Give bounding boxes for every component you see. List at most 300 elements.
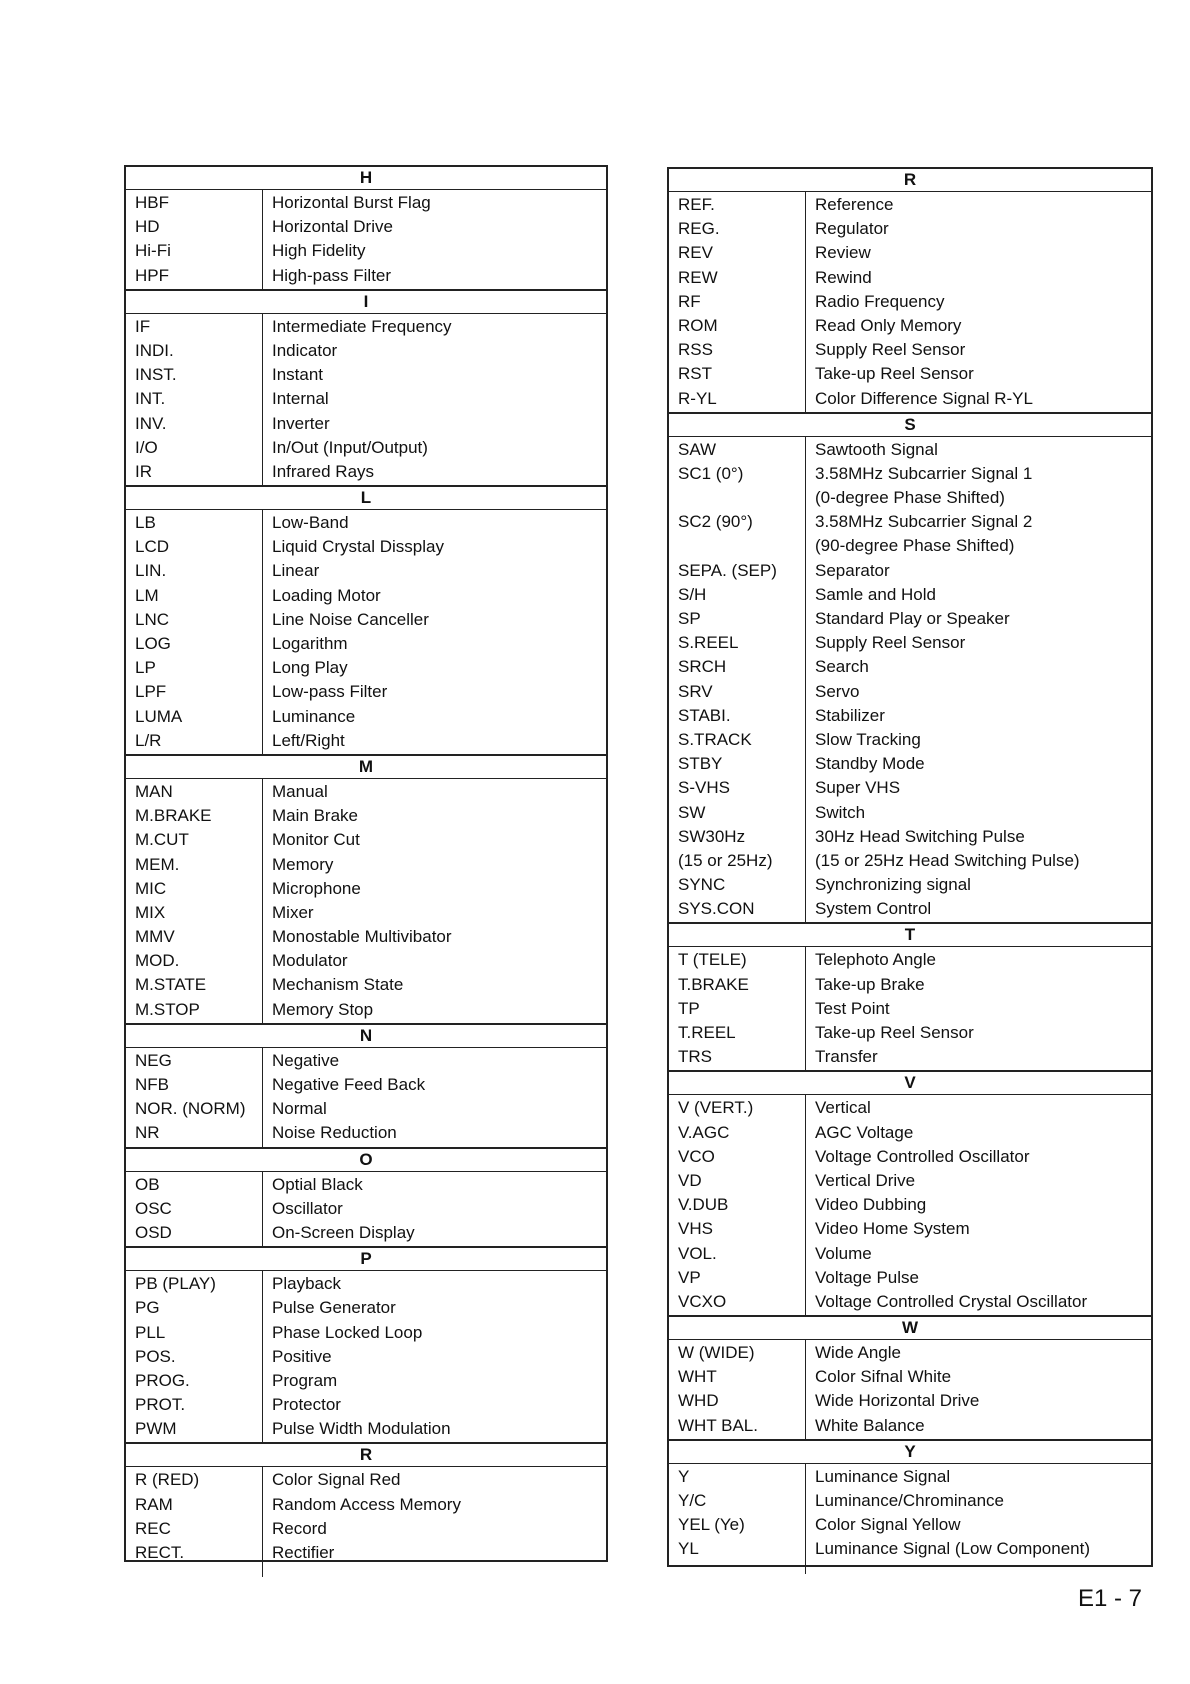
meaning: Luminance Signal (Low Component) bbox=[815, 1539, 1090, 1559]
meaning: Inverter bbox=[272, 413, 330, 433]
page-number: E1 - 7 bbox=[1077, 1585, 1142, 1612]
abbreviation-row bbox=[126, 853, 606, 877]
abbreviation-row bbox=[126, 1393, 606, 1417]
section-letter: M bbox=[126, 754, 606, 779]
meaning: Low-Band bbox=[272, 513, 349, 533]
abbreviation-row bbox=[126, 191, 606, 215]
abbreviation: R-YL bbox=[678, 388, 717, 408]
abbreviation-row bbox=[669, 801, 1151, 825]
abbreviation-row bbox=[669, 583, 1151, 607]
abbreviation-row bbox=[669, 873, 1151, 897]
section-v bbox=[669, 1070, 1151, 1315]
abbreviation: YL bbox=[678, 1539, 699, 1559]
abbreviation-row bbox=[126, 1468, 606, 1492]
abbreviation: STABI. bbox=[678, 705, 731, 725]
meaning: Instant bbox=[272, 365, 324, 385]
abbreviation-row bbox=[669, 193, 1151, 217]
meaning: Microphone bbox=[272, 878, 361, 898]
abbreviation: MIX bbox=[135, 902, 166, 922]
meaning: Sawtooth Signal bbox=[815, 439, 938, 459]
meaning: Mechanism State bbox=[272, 975, 404, 995]
abbreviation: S/H bbox=[678, 584, 707, 604]
abbreviation: ROM bbox=[678, 315, 718, 335]
abbreviation-row bbox=[126, 828, 606, 852]
abbreviation: T.REEL bbox=[678, 1023, 736, 1042]
abbreviation: M.BRAKE bbox=[135, 806, 212, 826]
abbreviation-table-right bbox=[667, 167, 1153, 1567]
meaning: Luminance/Chrominance bbox=[815, 1491, 1004, 1510]
abbreviation-row bbox=[669, 1290, 1151, 1314]
abbreviation-row bbox=[669, 510, 1151, 534]
abbreviation: NR bbox=[135, 1123, 160, 1143]
abbreviation: INST. bbox=[135, 365, 177, 385]
meaning: Negative Feed Back bbox=[272, 1075, 426, 1094]
abbreviation-row bbox=[126, 1221, 606, 1245]
meaning: Long Play bbox=[272, 658, 348, 678]
abbreviation: RST bbox=[678, 364, 712, 384]
abbreviation: MEM. bbox=[135, 854, 180, 874]
meaning: Video Dubbing bbox=[815, 1195, 927, 1215]
abbreviation-row bbox=[126, 1417, 606, 1441]
abbreviation: YEL (Ye) bbox=[678, 1515, 745, 1535]
abbreviation-row bbox=[126, 315, 606, 339]
meaning: Intermediate Frequency bbox=[272, 316, 452, 336]
abbreviation-row bbox=[126, 363, 606, 387]
meaning: Monitor Cut bbox=[272, 830, 360, 850]
meaning: Vertical Drive bbox=[815, 1170, 916, 1190]
abbreviation-row bbox=[669, 1242, 1151, 1266]
abbreviation: RAM bbox=[135, 1494, 173, 1514]
meaning: Negative bbox=[272, 1050, 340, 1070]
abbreviation: WHD bbox=[678, 1391, 719, 1411]
abbreviation-row bbox=[669, 655, 1151, 679]
abbreviation-row bbox=[669, 948, 1151, 972]
meaning: Horizontal Burst Flag bbox=[272, 193, 431, 212]
abbreviation: REF. bbox=[678, 195, 715, 214]
meaning: Regulator bbox=[815, 219, 889, 239]
section-w bbox=[669, 1315, 1151, 1439]
abbreviation-row bbox=[126, 1345, 606, 1369]
abbreviation-table-left bbox=[124, 165, 608, 1562]
abbreviation: INDI. bbox=[135, 340, 174, 360]
abbreviation-row bbox=[669, 387, 1151, 411]
abbreviation: PROT. bbox=[135, 1395, 186, 1415]
abbreviation-row bbox=[669, 438, 1151, 462]
abbreviation-row bbox=[126, 1493, 606, 1517]
abbreviation: RECT. bbox=[135, 1543, 185, 1562]
abbreviation-row bbox=[126, 949, 606, 973]
abbreviation: SC1 (0°) bbox=[678, 463, 744, 483]
abbreviation-row bbox=[669, 607, 1151, 631]
abbreviation: REV bbox=[678, 243, 713, 263]
meaning: Modulator bbox=[272, 951, 348, 971]
section-p bbox=[126, 1246, 606, 1442]
meaning: Loading Motor bbox=[272, 585, 381, 605]
section-letter: R bbox=[669, 169, 1151, 192]
abbreviation: HBF bbox=[135, 193, 169, 212]
section-h bbox=[126, 167, 606, 289]
meaning: Take-up Reel Sensor bbox=[815, 364, 974, 384]
meaning: Manual bbox=[272, 781, 328, 801]
meaning: Line Noise Canceller bbox=[272, 609, 429, 629]
abbreviation: INV. bbox=[135, 413, 167, 433]
abbreviation-row bbox=[669, 241, 1151, 265]
section-letter: Y bbox=[669, 1439, 1151, 1464]
meaning: Separator bbox=[815, 560, 890, 580]
abbreviation-row bbox=[669, 362, 1151, 386]
abbreviation: NFB bbox=[135, 1075, 169, 1094]
meaning: 3.58MHz Subcarrier Signal 1 bbox=[815, 463, 1033, 483]
abbreviation: LIN. bbox=[135, 561, 167, 581]
meaning: Oscillator bbox=[272, 1198, 343, 1218]
abbreviation-row bbox=[126, 632, 606, 656]
meaning: Infrared Rays bbox=[272, 461, 375, 481]
abbreviation-row bbox=[126, 1097, 606, 1121]
meaning: Phase Locked Loop bbox=[272, 1322, 423, 1342]
abbreviation: MAN bbox=[135, 781, 173, 801]
abbreviation-row bbox=[669, 897, 1151, 921]
section-letter: H bbox=[126, 167, 606, 190]
abbreviation-row bbox=[669, 1266, 1151, 1290]
meaning: Supply Reel Sensor bbox=[815, 633, 966, 653]
meaning: Pulse Width Modulation bbox=[272, 1419, 451, 1439]
abbreviation-row bbox=[669, 1341, 1151, 1365]
abbreviation-row bbox=[669, 290, 1151, 314]
abbreviation: PLL bbox=[135, 1322, 166, 1342]
meaning: Voltage Controlled Oscillator bbox=[815, 1146, 1030, 1166]
abbreviation-row bbox=[126, 780, 606, 804]
abbreviation: OSC bbox=[135, 1198, 172, 1218]
abbreviation: SW bbox=[678, 802, 706, 822]
section-m bbox=[126, 754, 606, 1023]
abbreviation: OB bbox=[135, 1174, 160, 1194]
meaning: Logarithm bbox=[272, 634, 348, 653]
abbreviation-row bbox=[126, 656, 606, 680]
meaning: Read Only Memory bbox=[815, 315, 962, 335]
abbreviation-row bbox=[126, 584, 606, 608]
meaning: Voltage Pulse bbox=[815, 1267, 919, 1287]
meaning: Transfer bbox=[815, 1047, 878, 1067]
meaning: Mixer bbox=[272, 902, 314, 922]
section-y bbox=[669, 1439, 1151, 1574]
abbreviation-row bbox=[669, 314, 1151, 338]
meaning: Record bbox=[272, 1518, 327, 1538]
abbreviation: SW30Hz bbox=[678, 826, 746, 846]
abbreviation: V.DUB bbox=[678, 1195, 729, 1215]
meaning: Liquid Crystal Dissplay bbox=[272, 537, 444, 557]
meaning: Telephoto Angle bbox=[815, 950, 936, 970]
abbreviation-row bbox=[126, 460, 606, 484]
abbreviation-row bbox=[126, 804, 606, 828]
meaning: Reference bbox=[815, 195, 894, 214]
abbreviation-row bbox=[669, 1489, 1151, 1513]
section-letter: S bbox=[669, 412, 1151, 437]
section-letter: O bbox=[126, 1147, 606, 1172]
abbreviation: MOD. bbox=[135, 951, 180, 971]
meaning: In/Out (Input/Output) bbox=[272, 437, 428, 457]
abbreviation: MMV bbox=[135, 927, 175, 947]
meaning: Noise Reduction bbox=[272, 1123, 397, 1143]
abbreviation-row bbox=[126, 1173, 606, 1197]
abbreviation: M.CUT bbox=[135, 830, 189, 850]
abbreviation-row bbox=[126, 239, 606, 263]
abbreviation-row bbox=[126, 436, 606, 460]
meaning: Volume bbox=[815, 1243, 872, 1263]
abbreviation: VHS bbox=[678, 1219, 713, 1239]
abbreviation: T (TELE) bbox=[678, 950, 747, 970]
section-t bbox=[669, 922, 1151, 1070]
abbreviation-row bbox=[669, 338, 1151, 362]
abbreviation-row bbox=[669, 1365, 1151, 1389]
abbreviation: L/R bbox=[135, 730, 162, 750]
abbreviation: SYS.CON bbox=[678, 899, 755, 919]
meaning: Color Signal Red bbox=[272, 1470, 401, 1490]
abbreviation-row bbox=[669, 728, 1151, 752]
abbreviation: IF bbox=[135, 316, 151, 336]
abbreviation: SRV bbox=[678, 681, 713, 701]
abbreviation-row bbox=[669, 997, 1151, 1021]
abbreviation: HPF bbox=[135, 265, 169, 285]
meaning: Normal bbox=[272, 1099, 327, 1119]
abbreviation: SYNC bbox=[678, 875, 726, 895]
abbreviation: VP bbox=[678, 1267, 701, 1287]
meaning: Luminance Signal bbox=[815, 1466, 951, 1486]
abbreviation: REC bbox=[135, 1518, 171, 1538]
abbreviation: R (RED) bbox=[135, 1470, 200, 1490]
abbreviation-row bbox=[126, 1121, 606, 1145]
meaning: Internal bbox=[272, 389, 329, 409]
abbreviation: HD bbox=[135, 217, 160, 237]
meaning: (0-degree Phase Shifted) bbox=[815, 488, 1005, 508]
section-s bbox=[669, 412, 1151, 923]
abbreviation: PG bbox=[135, 1298, 160, 1318]
abbreviation: PWM bbox=[135, 1419, 177, 1439]
meaning: Program bbox=[272, 1370, 338, 1390]
abbreviation-row bbox=[669, 704, 1151, 728]
abbreviation-row bbox=[669, 776, 1151, 800]
abbreviation: LB bbox=[135, 513, 156, 533]
meaning: Indicator bbox=[272, 340, 338, 360]
meaning: Radio Frequency bbox=[815, 291, 945, 311]
abbreviation-row bbox=[669, 1045, 1151, 1069]
abbreviation-row bbox=[126, 901, 606, 925]
meaning: Samle and Hold bbox=[815, 584, 936, 604]
abbreviation: PROG. bbox=[135, 1370, 190, 1390]
meaning: Positive bbox=[272, 1346, 332, 1366]
abbreviation: MIC bbox=[135, 878, 167, 898]
abbreviation: SC2 (90°) bbox=[678, 512, 753, 532]
section-letter: V bbox=[669, 1070, 1151, 1095]
section-letter: N bbox=[126, 1023, 606, 1048]
meaning: Take-up Brake bbox=[815, 974, 925, 994]
meaning: Supply Reel Sensor bbox=[815, 340, 966, 360]
abbreviation-row bbox=[126, 705, 606, 729]
abbreviation: SEPA. (SEP) bbox=[678, 560, 777, 580]
abbreviation: (15 or 25Hz) bbox=[678, 850, 773, 870]
abbreviation: V (VERT.) bbox=[678, 1098, 754, 1118]
section-n bbox=[126, 1023, 606, 1147]
meaning: Color Sifnal White bbox=[815, 1367, 952, 1387]
section-r bbox=[126, 1442, 606, 1577]
abbreviation-row bbox=[126, 1321, 606, 1345]
abbreviation: SP bbox=[678, 609, 701, 628]
abbreviation: S.REEL bbox=[678, 633, 739, 653]
abbreviation-row bbox=[669, 217, 1151, 241]
meaning: Servo bbox=[815, 681, 860, 701]
abbreviation: Hi-Fi bbox=[135, 241, 171, 261]
abbreviation: S.TRACK bbox=[678, 729, 752, 749]
abbreviation-row bbox=[126, 559, 606, 583]
meaning: Left/Right bbox=[272, 730, 345, 750]
abbreviation: VOL. bbox=[678, 1243, 717, 1263]
abbreviation: NEG bbox=[135, 1050, 172, 1070]
abbreviation: REW bbox=[678, 267, 718, 287]
abbreviation bbox=[669, 486, 805, 510]
abbreviation-row bbox=[126, 1073, 606, 1097]
abbreviation-row bbox=[126, 511, 606, 535]
abbreviation-row bbox=[669, 1193, 1151, 1217]
abbreviation-row bbox=[669, 559, 1151, 583]
abbreviation: NOR. (NORM) bbox=[135, 1099, 246, 1119]
abbreviation: LOG bbox=[135, 634, 171, 653]
section-i bbox=[126, 289, 606, 485]
abbreviation-row bbox=[669, 631, 1151, 655]
meaning: Memory Stop bbox=[272, 999, 374, 1019]
meaning: Memory bbox=[272, 854, 334, 874]
abbreviation: SRCH bbox=[678, 657, 727, 677]
abbreviation-row bbox=[126, 608, 606, 632]
abbreviation: LNC bbox=[135, 609, 170, 629]
abbreviation-row bbox=[126, 535, 606, 559]
abbreviation-row bbox=[669, 825, 1151, 849]
abbreviation: REG. bbox=[678, 219, 720, 239]
abbreviation-row bbox=[126, 877, 606, 901]
meaning: 30Hz Head Switching Pulse bbox=[815, 826, 1025, 846]
meaning: Horizontal Drive bbox=[272, 217, 393, 237]
abbreviation-row bbox=[669, 462, 1151, 486]
meaning: Monostable Multivibator bbox=[272, 927, 452, 947]
abbreviation-row bbox=[126, 998, 606, 1022]
abbreviation-row bbox=[126, 1517, 606, 1541]
section-letter: T bbox=[669, 922, 1151, 947]
abbreviation-row bbox=[126, 264, 606, 288]
abbreviation-row bbox=[669, 1121, 1151, 1145]
abbreviation-row bbox=[126, 1296, 606, 1320]
abbreviation-row bbox=[126, 387, 606, 411]
meaning: Main Brake bbox=[272, 806, 358, 826]
abbreviation: TP bbox=[678, 998, 700, 1018]
abbreviation-row bbox=[126, 1272, 606, 1296]
abbreviation-row bbox=[126, 680, 606, 704]
abbreviation: LUMA bbox=[135, 706, 183, 726]
abbreviation-row bbox=[669, 266, 1151, 290]
meaning: Color Signal Yellow bbox=[815, 1515, 961, 1535]
abbreviation-row bbox=[126, 925, 606, 949]
meaning: Search bbox=[815, 657, 869, 677]
abbreviation-row bbox=[126, 1197, 606, 1221]
abbreviation-row bbox=[126, 729, 606, 753]
abbreviation: M.STATE bbox=[135, 975, 207, 995]
abbreviation: I/O bbox=[135, 437, 158, 457]
abbreviation-row bbox=[669, 849, 1151, 873]
section-letter: R bbox=[126, 1442, 606, 1467]
meaning: Luminance bbox=[272, 706, 356, 726]
meaning: Review bbox=[815, 243, 871, 263]
abbreviation-row bbox=[669, 1465, 1151, 1489]
meaning: AGC Voltage bbox=[815, 1122, 914, 1142]
meaning: Standard Play or Speaker bbox=[815, 609, 1010, 628]
meaning: Optial Black bbox=[272, 1174, 363, 1194]
abbreviation-row bbox=[669, 1513, 1151, 1537]
abbreviation-row bbox=[669, 1145, 1151, 1169]
abbreviation-row bbox=[669, 1537, 1151, 1561]
meaning: Protector bbox=[272, 1395, 341, 1415]
meaning: Rewind bbox=[815, 267, 872, 287]
meaning: (90-degree Phase Shifted) bbox=[815, 536, 1015, 556]
meaning: Linear bbox=[272, 561, 320, 581]
abbreviation: INT. bbox=[135, 389, 166, 409]
abbreviation-row bbox=[126, 1369, 606, 1393]
meaning: Wide Angle bbox=[815, 1343, 901, 1363]
abbreviation: M.STOP bbox=[135, 999, 200, 1019]
abbreviation-row bbox=[669, 534, 1151, 558]
abbreviation: STBY bbox=[678, 754, 723, 774]
meaning: Vertical bbox=[815, 1098, 871, 1118]
abbreviation-row bbox=[669, 752, 1151, 776]
section-letter: P bbox=[126, 1246, 606, 1271]
abbreviation: LP bbox=[135, 658, 156, 678]
meaning: 3.58MHz Subcarrier Signal 2 bbox=[815, 512, 1033, 532]
abbreviation: T.BRAKE bbox=[678, 974, 749, 994]
abbreviation: LCD bbox=[135, 537, 170, 557]
abbreviation-row bbox=[669, 973, 1151, 997]
abbreviation: Y bbox=[678, 1466, 690, 1486]
meaning: Pulse Generator bbox=[272, 1298, 396, 1318]
abbreviation-row bbox=[669, 486, 1151, 510]
abbreviation: POS. bbox=[135, 1346, 176, 1366]
abbreviation: RF bbox=[678, 291, 701, 311]
meaning: (15 or 25Hz Head Switching Pulse) bbox=[815, 850, 1080, 870]
abbreviation: LPF bbox=[135, 682, 167, 702]
abbreviation: IR bbox=[135, 461, 152, 481]
abbreviation bbox=[669, 534, 805, 558]
meaning: High-pass Filter bbox=[272, 265, 392, 285]
meaning: Low-pass Filter bbox=[272, 682, 388, 702]
meaning: Take-up Reel Sensor bbox=[815, 1023, 974, 1042]
abbreviation-row bbox=[669, 1021, 1151, 1045]
abbreviation: OSD bbox=[135, 1222, 172, 1242]
meaning: Test Point bbox=[815, 998, 890, 1018]
meaning: Video Home System bbox=[815, 1219, 970, 1239]
meaning: Synchronizing signal bbox=[815, 875, 971, 895]
section-letter: W bbox=[669, 1315, 1151, 1340]
abbreviation-row bbox=[126, 412, 606, 436]
abbreviation: WHT BAL. bbox=[678, 1415, 758, 1435]
abbreviation: WHT bbox=[678, 1367, 717, 1387]
meaning: Random Access Memory bbox=[272, 1494, 461, 1514]
meaning: Playback bbox=[272, 1274, 341, 1294]
abbreviation-row bbox=[669, 1217, 1151, 1241]
abbreviation: S-VHS bbox=[678, 778, 730, 798]
abbreviation-row bbox=[126, 973, 606, 997]
abbreviation: PB (PLAY) bbox=[135, 1274, 216, 1294]
abbreviation-row bbox=[126, 1541, 606, 1565]
meaning: Rectifier bbox=[272, 1543, 335, 1562]
abbreviation: VCXO bbox=[678, 1291, 727, 1311]
meaning: Wide Horizontal Drive bbox=[815, 1391, 980, 1411]
meaning: On-Screen Display bbox=[272, 1222, 415, 1242]
abbreviation: TRS bbox=[678, 1047, 712, 1067]
